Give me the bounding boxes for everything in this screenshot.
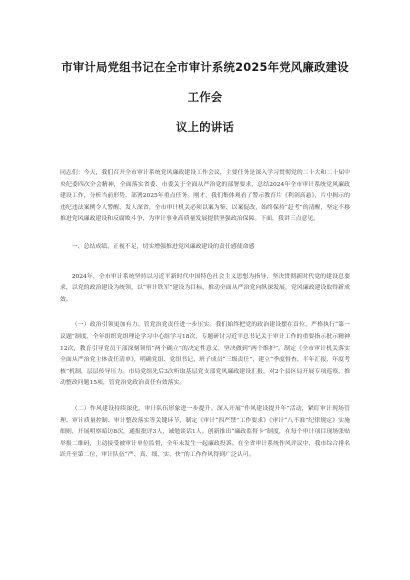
section1-intro-paragraph: 2024年，全市审计系统坚持以习近平新时代中国特色社会主义思想为指导，坚决贯彻新时代党的建设总要求，以党的政治建设为统领，以“审计铁军”建设为目标，推动全面从严治党向纵深发展，党风廉政建设取得新成效。 <box>60 273 350 303</box>
document-title-line1: 市审计局党组书记在全市审计系统2025年党风廉政建设工作会 <box>61 60 349 104</box>
point1-paragraph: （一）政治引领更加有力。管党治党责任进一步压实。我们始终把党的政治建设摆在首位，严格执行“第一议题”制度，全年组织党组理论学习中心组学习18次，专题研讨习近平总书记关于审计工作的重要指示批示精神12次，教育引导党员干部深刻领悟“两个确立”的决定性意义，坚决做到“两个维护”。制定《全市审计机关落实全面从严治党主体责任清单》，明确党组、党组书记、班子成员“三级责任”，建立“季度督查、半年汇报、年度考核”机制，层层传导压力。市局党组先后3次听取基层党支部党风廉政建设汇报，对2个县区局开展专项巡察，推动整改问题15项，管党治党政治责任有效落实。 <box>60 322 350 387</box>
document-title-line2: 议上的讲话 <box>176 120 234 134</box>
section1-heading: 一、总结成绩、正视不足，切实增强推进党风廉政建设的责任感使命感 <box>71 243 255 250</box>
point2-paragraph: （二）作风建设持续深化。审计队伍形象进一步提升。深入开展“作风建设提升年”活动，紧盯审计现场管理、审计质量控制、审计整改落实等关键环节，制定《审计“四严禁”工作要求》《审计“八不准”纪律规定》实施细则，开展明察暗访8次，通报批评3人，诫勉谈话1人。创新推出“廉政监督卡”制度，在每个审计项目现场张贴举报二维码，主动接受被审计单位监督，全年未发生一起廉政投诉。在全省审计系统作风评议中，我市综合排名跃升至第二位，审计队伍“严、真、细、实、快”的工作作风得到广泛认可。 <box>60 405 350 459</box>
greeting-paragraph: 同志们：今天，我们召开全市审计系统党风廉政建设工作会议，主要任务是深入学习贯彻党的二十大和二十届中央纪委四次全会精神，全面落实省委、市委关于全面从严治党的部署要求，总结2024年全市审计系统党风廉政建设工作，分析当前形势，部署2025年重点任务。刚才，我们集体观看了警示教育片《利剑高悬》，片中揭示的违纪违法案例令人警醒、发人深省。全市审计机关必须以案为鉴、以案促改，始终保持“赶考”的清醒，坚定不移推进党风廉政建设和反腐败斗争，为审计事业高质量发展提供坚强政治保障。下面，我讲三点意见。 <box>60 170 350 223</box>
